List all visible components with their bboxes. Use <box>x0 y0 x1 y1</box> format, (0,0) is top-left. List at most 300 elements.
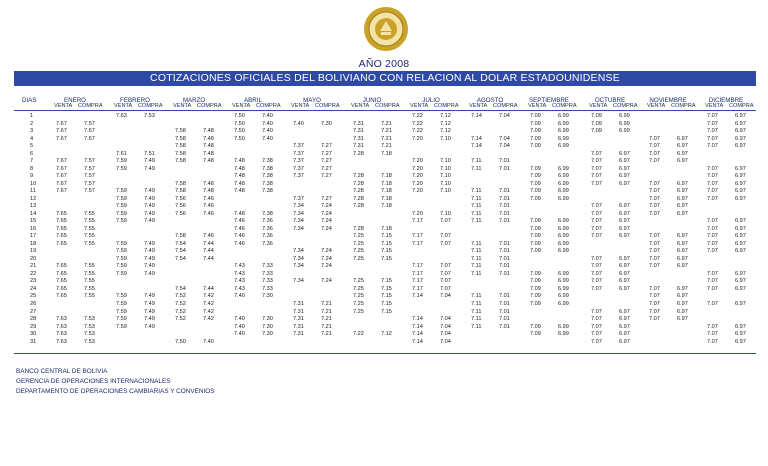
rate-compra-cell: 7.40 <box>203 338 214 345</box>
rate-venta-cell: 7.63 <box>56 316 67 323</box>
rate-venta-cell: 7.58 <box>175 135 186 142</box>
rate-compra-cell: 7.01 <box>499 188 510 195</box>
rate-compra-cell: 7.15 <box>381 248 392 255</box>
rate-venta-cell: 7.17 <box>412 218 423 225</box>
rate-compra-cell: 6.97 <box>735 180 746 187</box>
rate-venta-cell: 7.07 <box>649 316 660 323</box>
rate-compra-cell: 6.97 <box>619 316 630 323</box>
rate-venta-cell: 7.20 <box>412 188 423 195</box>
subheader-compra: COMPRA <box>315 103 340 109</box>
rate-compra-cell: 6.97 <box>619 173 630 180</box>
rate-venta-cell: 7.34 <box>293 210 304 217</box>
rate-venta-cell: 7.48 <box>234 158 245 165</box>
day-number: 9 <box>30 173 34 180</box>
rate-compra-cell: 7.04 <box>440 338 451 345</box>
rate-venta-cell: 7.07 <box>649 195 660 202</box>
rate-compra-cell: 7.04 <box>440 293 451 300</box>
rate-compra-cell: 7.24 <box>321 210 332 217</box>
rate-compra-cell: 7.24 <box>321 248 332 255</box>
rate-compra-cell: 6.97 <box>735 270 746 277</box>
rate-venta-cell: 7.20 <box>412 158 423 165</box>
rate-venta-cell: 7.50 <box>234 135 245 142</box>
day-number: 5 <box>30 143 34 150</box>
rate-venta-cell: 7.09 <box>530 188 541 195</box>
rate-compra-cell: 6.97 <box>619 233 630 240</box>
rate-compra-cell: 7.01 <box>499 240 510 247</box>
rate-venta-cell: 7.07 <box>707 331 718 338</box>
rate-compra-cell: 7.30 <box>262 293 273 300</box>
rate-compra-cell: 7.04 <box>499 143 510 150</box>
rate-compra-cell: 7.10 <box>440 158 451 165</box>
rate-compra-cell: 7.12 <box>381 331 392 338</box>
rate-venta-cell: 7.58 <box>175 143 186 150</box>
rate-venta-cell: 7.14 <box>412 293 423 300</box>
rate-compra-cell: 7.38 <box>262 165 273 172</box>
rate-venta-cell: 7.11 <box>471 255 482 262</box>
rate-venta-cell: 7.07 <box>591 203 602 210</box>
rate-compra-cell: 7.36 <box>262 240 273 247</box>
rate-compra-cell: 7.49 <box>144 158 155 165</box>
rate-venta-cell: 7.40 <box>234 323 245 330</box>
rate-venta-cell: 7.07 <box>591 338 602 345</box>
rate-venta-cell: 7.65 <box>56 278 67 285</box>
rate-compra-cell: 6.97 <box>677 188 688 195</box>
rate-venta-cell: 7.17 <box>412 270 423 277</box>
day-number: 15 <box>30 218 37 225</box>
rate-compra-cell: 6.97 <box>619 165 630 172</box>
day-number: 22 <box>30 270 37 277</box>
day-number: 29 <box>30 323 37 330</box>
column-header-month: JUNIO <box>362 97 382 104</box>
rate-compra-cell: 7.48 <box>203 188 214 195</box>
rate-compra-cell: 7.55 <box>84 218 95 225</box>
rate-compra-cell: 6.99 <box>558 285 569 292</box>
rate-compra-cell: 7.53 <box>84 316 95 323</box>
rate-venta-cell: 7.07 <box>591 331 602 338</box>
rate-compra-cell: 7.57 <box>84 158 95 165</box>
rate-venta-cell: 7.07 <box>649 188 660 195</box>
rate-compra-cell: 7.01 <box>499 210 510 217</box>
rate-venta-cell: 7.25 <box>353 285 364 292</box>
rate-venta-cell: 7.07 <box>649 255 660 262</box>
rate-venta-cell: 7.09 <box>530 331 541 338</box>
rate-compra-cell: 7.01 <box>499 316 510 323</box>
rate-venta-cell: 7.46 <box>234 233 245 240</box>
rate-venta-cell: 7.09 <box>530 128 541 135</box>
rate-venta-cell: 7.50 <box>175 338 186 345</box>
rate-venta-cell: 7.07 <box>707 285 718 292</box>
rate-compra-cell: 7.21 <box>321 323 332 330</box>
rate-venta-cell: 7.07 <box>591 263 602 270</box>
rate-venta-cell: 7.07 <box>591 255 602 262</box>
rate-compra-cell: 7.18 <box>381 195 392 202</box>
rate-venta-cell: 7.59 <box>116 188 127 195</box>
rate-compra-cell: 7.36 <box>262 218 273 225</box>
rate-venta-cell: 7.07 <box>707 338 718 345</box>
rate-compra-cell: 6.97 <box>677 255 688 262</box>
rate-compra-cell: 7.07 <box>440 270 451 277</box>
rate-compra-cell: 7.07 <box>440 278 451 285</box>
rate-venta-cell: 7.07 <box>649 240 660 247</box>
rate-venta-cell: 7.52 <box>175 293 186 300</box>
rate-venta-cell: 7.09 <box>530 120 541 127</box>
footer-line: DEPARTAMENTO DE OPERACIONES CAMBIARIAS Y CONVENIOS <box>16 388 215 395</box>
rate-venta-cell: 7.20 <box>412 165 423 172</box>
rate-compra-cell: 6.97 <box>619 225 630 232</box>
rate-compra-cell: 7.21 <box>381 135 392 142</box>
subheader-compra: COMPRA <box>197 103 222 109</box>
rate-venta-cell: 7.07 <box>591 225 602 232</box>
rate-compra-cell: 7.07 <box>440 233 451 240</box>
rate-compra-cell: 7.48 <box>203 150 214 157</box>
rate-venta-cell: 7.31 <box>293 316 304 323</box>
rate-venta-cell: 7.59 <box>116 263 127 270</box>
rate-venta-cell: 7.31 <box>353 135 364 142</box>
rate-compra-cell: 6.97 <box>619 338 630 345</box>
column-header-month: FEBRERO <box>120 97 150 104</box>
rate-venta-cell: 7.07 <box>591 173 602 180</box>
rate-compra-cell: 7.49 <box>144 263 155 270</box>
rate-venta-cell: 7.09 <box>530 248 541 255</box>
rate-compra-cell: 6.97 <box>735 173 746 180</box>
rate-compra-cell: 7.30 <box>321 120 332 127</box>
rate-venta-cell: 7.67 <box>56 128 67 135</box>
rate-compra-cell: 6.99 <box>558 270 569 277</box>
rate-venta-cell: 7.37 <box>293 158 304 165</box>
day-number: 8 <box>30 165 34 172</box>
table-bottom-divider <box>14 353 756 354</box>
subheader-venta: VENTA <box>469 103 488 109</box>
rate-compra-cell: 6.97 <box>735 233 746 240</box>
rate-venta-cell: 7.11 <box>471 293 482 300</box>
rate-compra-cell: 7.27 <box>321 150 332 157</box>
rate-venta-cell: 7.09 <box>530 218 541 225</box>
rate-venta-cell: 7.17 <box>412 278 423 285</box>
rate-compra-cell: 6.97 <box>735 240 746 247</box>
rate-venta-cell: 7.07 <box>649 308 660 315</box>
day-number: 12 <box>30 195 37 202</box>
rate-venta-cell: 7.07 <box>591 158 602 165</box>
rate-venta-cell: 7.22 <box>353 331 364 338</box>
rate-compra-cell: 7.24 <box>321 255 332 262</box>
rate-venta-cell: 7.11 <box>471 165 482 172</box>
rate-venta-cell: 7.25 <box>353 278 364 285</box>
rate-compra-cell: 6.97 <box>735 120 746 127</box>
rate-venta-cell: 7.25 <box>353 301 364 307</box>
subheader-venta: VENTA <box>114 103 133 109</box>
rate-compra-cell: 6.97 <box>677 316 688 323</box>
rate-compra-cell: 7.48 <box>203 143 214 150</box>
rate-compra-cell: 7.10 <box>440 188 451 195</box>
rate-compra-cell: 7.10 <box>440 135 451 142</box>
rate-compra-cell: 7.44 <box>203 240 214 247</box>
subheader-compra: COMPRA <box>434 103 459 109</box>
rate-compra-cell: 7.07 <box>440 240 451 247</box>
rate-venta-cell: 7.34 <box>293 255 304 262</box>
rate-compra-cell: 7.33 <box>262 270 273 277</box>
rate-compra-cell: 7.24 <box>321 218 332 225</box>
rate-compra-cell: 7.12 <box>440 128 451 135</box>
rate-venta-cell: 7.34 <box>293 218 304 225</box>
rate-compra-cell: 7.42 <box>203 293 214 300</box>
rate-venta-cell: 7.40 <box>234 316 245 323</box>
rate-compra-cell: 6.97 <box>735 331 746 338</box>
rate-compra-cell: 6.97 <box>619 203 630 210</box>
subheader-venta: VENTA <box>647 103 666 109</box>
rate-venta-cell: 7.09 <box>530 113 541 119</box>
rate-compra-cell: 6.97 <box>677 203 688 210</box>
column-header-month: MAYO <box>303 97 321 104</box>
rate-compra-cell: 7.15 <box>381 240 392 247</box>
rate-venta-cell: 7.09 <box>530 301 541 307</box>
rate-compra-cell: 7.15 <box>381 233 392 240</box>
rate-compra-cell: 7.04 <box>499 113 510 119</box>
rate-venta-cell: 7.07 <box>707 143 718 150</box>
rate-venta-cell: 7.54 <box>175 285 186 292</box>
rate-venta-cell: 7.59 <box>116 255 127 262</box>
rate-compra-cell: 7.55 <box>84 278 95 285</box>
rate-venta-cell: 7.11 <box>471 195 482 202</box>
rate-venta-cell: 7.14 <box>471 135 482 142</box>
rate-compra-cell: 7.07 <box>440 263 451 270</box>
rate-compra-cell: 7.49 <box>144 195 155 202</box>
rate-compra-cell: 6.99 <box>558 173 569 180</box>
rate-venta-cell: 7.22 <box>412 113 423 119</box>
rate-compra-cell: 6.97 <box>677 240 688 247</box>
subheader-compra: COMPRA <box>256 103 281 109</box>
day-number: 6 <box>30 150 34 157</box>
rate-venta-cell: 7.25 <box>353 293 364 300</box>
rate-venta-cell: 7.07 <box>707 195 718 202</box>
rate-venta-cell: 7.40 <box>293 120 304 127</box>
rate-compra-cell: 7.04 <box>499 135 510 142</box>
rate-venta-cell: 7.07 <box>707 233 718 240</box>
rate-venta-cell: 7.28 <box>353 150 364 157</box>
rate-compra-cell: 7.33 <box>262 278 273 285</box>
rate-compra-cell: 7.27 <box>321 158 332 165</box>
rate-venta-cell: 7.14 <box>412 316 423 323</box>
rate-venta-cell: 7.67 <box>56 135 67 142</box>
column-header-dias: DIAS <box>22 97 37 104</box>
rate-venta-cell: 7.07 <box>591 270 602 277</box>
rate-compra-cell: 7.49 <box>144 301 155 307</box>
rate-compra-cell: 7.49 <box>144 240 155 247</box>
rate-venta-cell: 7.09 <box>530 225 541 232</box>
rate-compra-cell: 7.01 <box>499 323 510 330</box>
rate-venta-cell: 7.07 <box>591 180 602 187</box>
rate-compra-cell: 7.55 <box>84 240 95 247</box>
rate-compra-cell: 6.97 <box>677 233 688 240</box>
rate-compra-cell: 7.01 <box>499 203 510 210</box>
rate-compra-cell: 7.24 <box>321 263 332 270</box>
rate-compra-cell: 7.07 <box>440 285 451 292</box>
rate-venta-cell: 7.17 <box>412 285 423 292</box>
rate-venta-cell: 7.58 <box>175 150 186 157</box>
rate-venta-cell: 7.67 <box>56 180 67 187</box>
rate-venta-cell: 7.31 <box>293 331 304 338</box>
rate-venta-cell: 7.07 <box>591 278 602 285</box>
rate-compra-cell: 6.99 <box>558 195 569 202</box>
rate-compra-cell: 6.97 <box>619 150 630 157</box>
rate-venta-cell: 7.09 <box>530 285 541 292</box>
rate-compra-cell: 7.01 <box>499 293 510 300</box>
rate-venta-cell: 7.07 <box>649 180 660 187</box>
rate-venta-cell: 7.63 <box>56 323 67 330</box>
rate-venta-cell: 7.07 <box>707 180 718 187</box>
rate-compra-cell: 7.49 <box>144 218 155 225</box>
day-number: 1 <box>30 113 34 119</box>
rate-venta-cell: 7.34 <box>293 278 304 285</box>
header-divider <box>14 110 756 111</box>
rate-venta-cell: 7.09 <box>591 128 602 135</box>
rate-venta-cell: 7.59 <box>116 293 127 300</box>
rate-compra-cell: 7.01 <box>499 308 510 315</box>
rate-venta-cell: 7.07 <box>707 135 718 142</box>
rate-compra-cell: 7.40 <box>262 120 273 127</box>
rate-venta-cell: 7.14 <box>412 323 423 330</box>
rate-venta-cell: 7.43 <box>234 263 245 270</box>
rate-venta-cell: 7.59 <box>116 218 127 225</box>
rate-compra-cell: 6.97 <box>735 323 746 330</box>
rate-venta-cell: 7.58 <box>175 180 186 187</box>
rate-venta-cell: 7.07 <box>649 263 660 270</box>
rate-venta-cell: 7.07 <box>649 143 660 150</box>
rate-venta-cell: 7.34 <box>293 203 304 210</box>
rate-venta-cell: 7.09 <box>530 323 541 330</box>
day-number: 23 <box>30 278 37 285</box>
subheader-venta: VENTA <box>410 103 429 109</box>
rate-venta-cell: 7.07 <box>649 233 660 240</box>
rate-venta-cell: 7.65 <box>56 233 67 240</box>
rate-compra-cell: 7.01 <box>499 195 510 202</box>
rate-compra-cell: 6.97 <box>735 248 746 255</box>
rate-venta-cell: 7.11 <box>471 240 482 247</box>
rate-compra-cell: 6.97 <box>735 165 746 172</box>
rate-compra-cell: 6.99 <box>619 113 630 119</box>
day-number: 24 <box>30 285 37 292</box>
rate-venta-cell: 7.07 <box>591 316 602 323</box>
subheader-compra: COMPRA <box>552 103 577 109</box>
rate-compra-cell: 7.01 <box>499 158 510 165</box>
rate-venta-cell: 7.54 <box>175 240 186 247</box>
rate-compra-cell: 6.99 <box>558 218 569 225</box>
rate-venta-cell: 7.25 <box>353 255 364 262</box>
rate-venta-cell: 7.14 <box>471 113 482 119</box>
rate-venta-cell: 7.07 <box>591 233 602 240</box>
rate-compra-cell: 7.18 <box>381 173 392 180</box>
rate-compra-cell: 7.49 <box>144 308 155 315</box>
rate-venta-cell: 7.09 <box>591 120 602 127</box>
day-number: 21 <box>30 263 37 270</box>
rate-compra-cell: 6.97 <box>735 218 746 225</box>
rate-venta-cell: 7.07 <box>649 135 660 142</box>
rate-venta-cell: 7.63 <box>56 338 67 345</box>
rate-compra-cell: 6.97 <box>677 285 688 292</box>
rate-venta-cell: 7.07 <box>649 210 660 217</box>
rate-venta-cell: 7.50 <box>234 128 245 135</box>
rate-venta-cell: 7.34 <box>293 225 304 232</box>
rate-compra-cell: 7.21 <box>321 316 332 323</box>
subheader-compra: COMPRA <box>138 103 163 109</box>
rate-compra-cell: 7.53 <box>84 331 95 338</box>
rate-compra-cell: 6.99 <box>558 113 569 119</box>
rate-compra-cell: 6.97 <box>735 128 746 135</box>
rate-venta-cell: 7.07 <box>707 128 718 135</box>
rate-compra-cell: 6.97 <box>677 135 688 142</box>
rate-venta-cell: 7.11 <box>471 301 482 307</box>
day-number: 31 <box>30 338 37 345</box>
rate-compra-cell: 7.53 <box>84 323 95 330</box>
rate-venta-cell: 7.07 <box>707 301 718 307</box>
rate-venta-cell: 7.09 <box>530 293 541 300</box>
rate-compra-cell: 6.97 <box>619 180 630 187</box>
rate-compra-cell: 7.01 <box>499 248 510 255</box>
rate-compra-cell: 6.97 <box>619 323 630 330</box>
rate-venta-cell: 7.59 <box>116 195 127 202</box>
rate-venta-cell: 7.07 <box>591 150 602 157</box>
rate-compra-cell: 7.21 <box>381 128 392 135</box>
rate-venta-cell: 7.09 <box>530 180 541 187</box>
rate-compra-cell: 7.21 <box>321 301 332 307</box>
rate-compra-cell: 7.15 <box>381 308 392 315</box>
rate-venta-cell: 7.34 <box>293 263 304 270</box>
subheader-venta: VENTA <box>528 103 547 109</box>
rate-venta-cell: 7.28 <box>353 225 364 232</box>
rate-venta-cell: 7.14 <box>471 143 482 150</box>
rate-venta-cell: 7.07 <box>707 165 718 172</box>
rate-venta-cell: 7.59 <box>116 165 127 172</box>
rate-venta-cell: 7.11 <box>471 263 482 270</box>
rate-compra-cell: 7.48 <box>203 135 214 142</box>
rate-venta-cell: 7.07 <box>591 210 602 217</box>
day-number: 2 <box>30 120 34 127</box>
rate-venta-cell: 7.59 <box>116 323 127 330</box>
rate-compra-cell: 6.99 <box>558 120 569 127</box>
rate-compra-cell: 7.01 <box>499 301 510 307</box>
rate-venta-cell: 7.14 <box>412 338 423 345</box>
rate-compra-cell: 7.18 <box>381 203 392 210</box>
rate-compra-cell: 7.12 <box>440 120 451 127</box>
rate-venta-cell: 7.11 <box>471 188 482 195</box>
rate-venta-cell: 7.11 <box>471 218 482 225</box>
rate-venta-cell: 7.43 <box>234 278 245 285</box>
rate-venta-cell: 7.25 <box>353 248 364 255</box>
rate-venta-cell: 7.09 <box>530 165 541 172</box>
rate-venta-cell: 7.48 <box>234 180 245 187</box>
rate-compra-cell: 7.38 <box>262 210 273 217</box>
rate-compra-cell: 7.46 <box>203 210 214 217</box>
subheader-compra: COMPRA <box>613 103 638 109</box>
rate-venta-cell: 7.56 <box>175 203 186 210</box>
rate-compra-cell: 6.99 <box>558 188 569 195</box>
rate-compra-cell: 7.44 <box>203 255 214 262</box>
rate-venta-cell: 7.07 <box>707 173 718 180</box>
rate-compra-cell: 6.97 <box>619 278 630 285</box>
rate-compra-cell: 7.38 <box>262 173 273 180</box>
column-header-month: SEPTIEMBRE <box>529 97 569 104</box>
rate-venta-cell: 7.07 <box>649 301 660 307</box>
rate-venta-cell: 7.17 <box>412 263 423 270</box>
rate-compra-cell: 7.51 <box>144 150 155 157</box>
rate-venta-cell: 7.59 <box>116 240 127 247</box>
rate-venta-cell: 7.25 <box>353 240 364 247</box>
rate-venta-cell: 7.31 <box>293 308 304 315</box>
rate-compra-cell: 6.97 <box>619 255 630 262</box>
rate-venta-cell: 7.52 <box>175 316 186 323</box>
rate-compra-cell: 7.46 <box>203 233 214 240</box>
day-number: 19 <box>30 248 37 255</box>
rate-venta-cell: 7.09 <box>530 143 541 150</box>
